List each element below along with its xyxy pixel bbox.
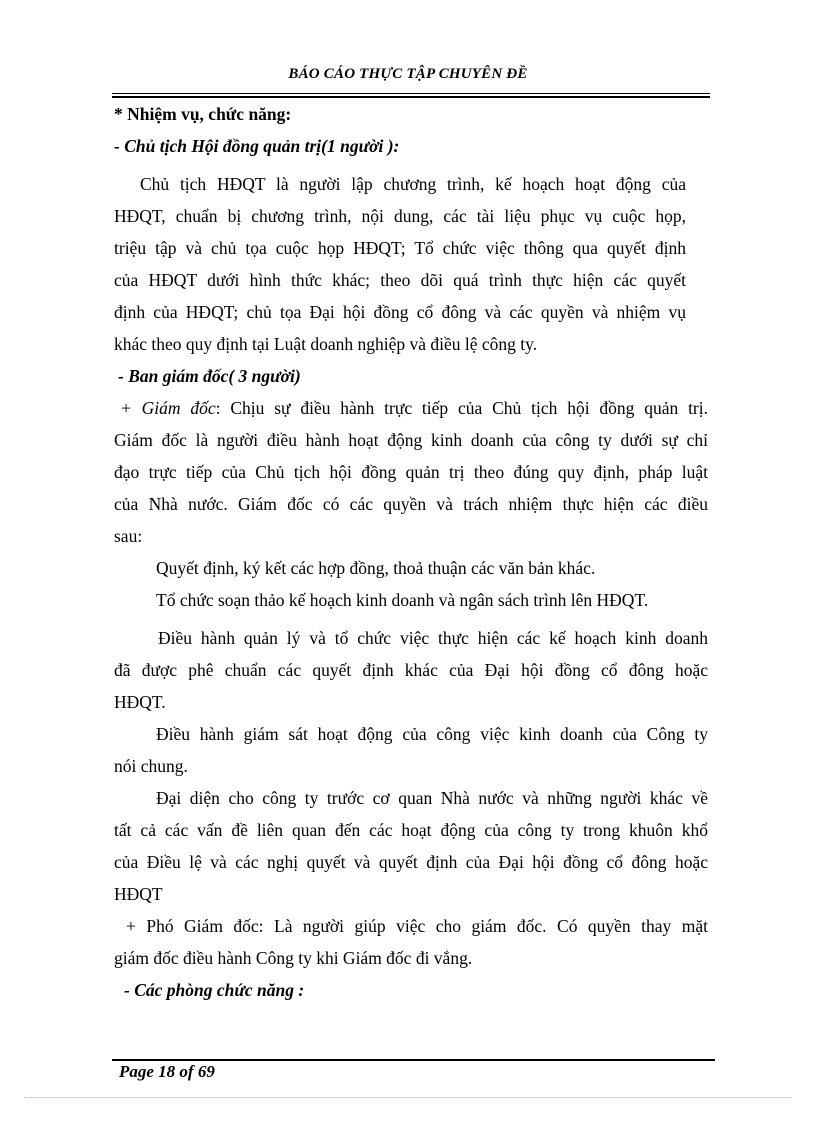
director-first-line xyxy=(114,392,708,424)
director-duty: của Điều lệ và các nghị quyết và quyết định của Đại hội đồng cổ đông hoặc xyxy=(114,852,708,872)
director-duty: HĐQT. xyxy=(114,692,166,712)
director-line: đạo trực tiếp của Chủ tịch hội đồng quản trị theo đúng quy định, pháp luật xyxy=(114,462,708,482)
director-duty: Quyết định, ký kết các hợp đồng, thoả thuận các văn bản khác. xyxy=(156,558,596,578)
director-line: của Nhà nước. Giám đốc có các quyền và trách nhiệm thực hiện các điều xyxy=(114,494,708,514)
chairman-line: HĐQT, chuẩn bị chương trình, nội dung, các tài liệu phục vụ cuộc họp, xyxy=(114,206,686,226)
director-text: : Chịu sự điều hành trực tiếp của Chủ tịch hội đồng quản trị. xyxy=(215,398,709,418)
departments-heading: - Các phòng chức năng : xyxy=(124,980,305,1000)
director-line: Giám đốc là người điều hành hoạt động kinh doanh của công ty dưới sự chỉ xyxy=(114,430,708,450)
director-duty: Điều hành giám sát hoạt động của công việc kinh doanh của Công ty xyxy=(156,724,708,744)
section-heading: * Nhiệm vụ, chức năng: xyxy=(114,104,292,124)
header-rule xyxy=(112,93,710,94)
page-bottom-divider xyxy=(24,1097,792,1098)
chairman-line: định của HĐQT; chủ tọa Đại hội đồng cổ đông và các quyền và nhiệm vụ xyxy=(114,302,686,322)
director-duty: Tổ chức soạn thảo kế hoạch kinh doanh và ngân sách trình lên HĐQT. xyxy=(156,590,649,610)
deputy-line: + Phó Giám đốc: Là người giúp việc cho giám đốc. Có quyền thay mặt xyxy=(126,916,708,936)
director-duty: Đại diện cho công ty trước cơ quan Nhà nước và những người khác về xyxy=(156,788,708,808)
chairman-line: của HĐQT dưới hình thức khác; theo dõi quá trình thực hiện các quyết xyxy=(114,270,686,290)
director-duty: tất cả các vấn đề liên quan đến các hoạt động của công ty trong khuôn khổ xyxy=(114,820,708,840)
deputy-line: giám đốc điều hành Công ty khi Giám đốc đi vắng. xyxy=(114,948,473,968)
page-number: Page 18 of 69 xyxy=(119,1062,215,1081)
chairman-heading: - Chủ tịch Hội đồng quản trị(1 người ): xyxy=(114,136,400,156)
director-duty: HĐQT xyxy=(114,884,163,904)
chairman-line: triệu tập và chủ tọa cuộc họp HĐQT; Tổ chức việc thông qua quyết định xyxy=(114,238,686,258)
director-duty: Điều hành quản lý và tổ chức việc thực hiện các kế hoạch kinh doanh xyxy=(158,628,708,648)
director-label: + Giám đốc xyxy=(120,398,216,418)
footer-rule xyxy=(112,1059,715,1061)
page-header-title: BÁO CÁO THỰC TẬP CHUYÊN ĐỀ xyxy=(288,66,528,82)
chairman-line: Chủ tịch HĐQT là người lập chương trình, kế hoạch hoạt động của xyxy=(140,174,686,194)
document-body xyxy=(114,98,708,1006)
director-duty: đã được phê chuẩn các quyết định khác của Đại hội đồng cổ đông hoặc xyxy=(114,660,708,680)
chairman-line: khác theo quy định tại Luật doanh nghiệp và điều lệ công ty. xyxy=(114,334,538,354)
board-heading: - Ban giám đốc( 3 người) xyxy=(118,366,301,386)
director-duty: nói chung. xyxy=(114,756,188,776)
director-line: sau: xyxy=(114,526,143,546)
